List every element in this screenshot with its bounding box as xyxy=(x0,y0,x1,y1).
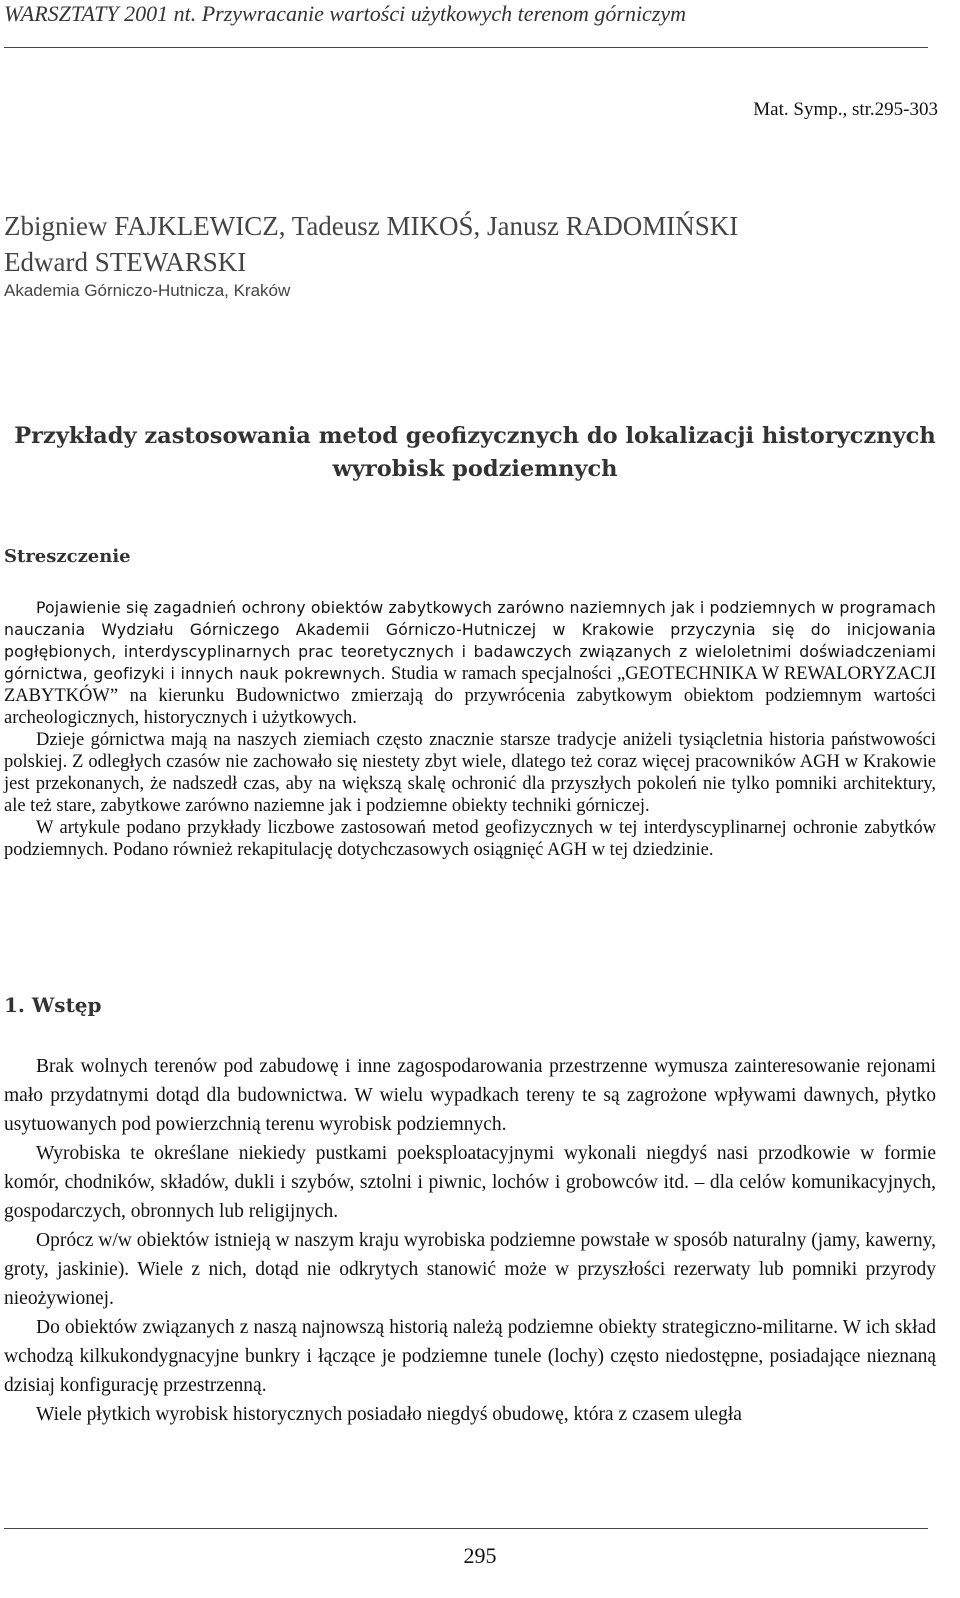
section-heading-intro: 1. Wstęp xyxy=(4,993,102,1017)
body-paragraph: Brak wolnych terenów pod zabudowę i inne zagospodarowania przestrzenne wymusza zainteresowanie rejonami mało przydatnymi dotąd dla budownictwa. W wielu wypadkach tereny te są zagrożone wpływami dawnych, płytko usytuowanych pod powierzchnią terenu wyrobisk podziemnych. xyxy=(4,1056,936,1135)
abstract-paragraph-3: W artykule podano przykłady liczbowe zastosowań metod geofizycznych w tej interdyscyplinarnej ochronie zabytków podziemnych. Podano również rekapitulację dotychczasowych osiągnięć AGH w tej dziedzinie. xyxy=(4,818,936,860)
abstract-paragraph-1-sans: Pojawienie się zagadnień ochrony obiektów zabytkowych zarówno naziemnych jak i podziemnych w programach nauczania Wydziału Górniczego Akademii Górniczo-Hutniczej w Krakowie przyczynia się do inicjowania pogłębionych, interdyscyplinarnych prac teoretycznych i badawczych związanych z wieloletnimi doświadczeniami górnictwa, geofizyki i innych nauk pokrewnych. xyxy=(4,598,936,683)
abstract-heading: Streszczenie xyxy=(4,546,131,567)
section-body-intro xyxy=(4,1052,936,1429)
author-line-1: Zbigniew FAJKLEWICZ, Tadeusz MIKOŚ, Janusz RADOMIŃSKI xyxy=(4,211,739,241)
paper-title: Przykłady zastosowania metod geofizycznych do lokalizacji historycznych wyrobisk podziemnych xyxy=(14,423,936,482)
page-number: 295 xyxy=(463,1543,497,1568)
abstract-paragraph-1 xyxy=(4,597,936,729)
author-line-2: Edward STEWARSKI xyxy=(4,247,247,277)
body-paragraph: Oprócz w/w obiektów istnieją w naszym kraju wyrobiska podziemne powstałe w sposób naturalny (jamy, kawerny, groty, jaskinie). Wiele z nich, dotąd nie odkrytych stanowić może w przyszłości rezerwaty lub pomniki przyrody nieożywionej. xyxy=(4,1230,936,1309)
running-header: WARSZTATY 2001 nt. Przywracanie wartości użytkowych terenom górniczym xyxy=(4,1,687,26)
abstract-body xyxy=(4,597,936,861)
citation: Mat. Symp., str.295-303 xyxy=(753,99,938,120)
header-rule xyxy=(4,47,928,48)
abstract-paragraph-1-serif: Studia w ramach specjalności „GEOTECHNIKA W REWALORYZACJI ZABYTKÓW” na kierunku Budownictwo zmierzają do przywrócenia zabytkowym obiektom podziemnym wartości archeologicznych, historycznych i użytkowych. xyxy=(4,664,936,728)
affiliation: Akademia Górniczo-Hutnicza, Kraków xyxy=(4,281,291,300)
abstract-paragraph-2: Dzieje górnictwa mają na naszych ziemiach często znacznie starsze tradycje aniżeli tysiącletnia historia państwowości polskiej. Z odległych czasów nie zachowało się niestety zbyt wiele, dlatego też coraz więcej pracowników AGH w Krakowie jest przekonanych, że nadszedł czas, aby na większą skalę ochronić dla przyszłych pokoleń nie tylko pomniki architektury, ale też stare, zabytkowe zarówno naziemne jak i podziemne obiekty techniki górniczej. xyxy=(4,730,936,816)
footer-rule xyxy=(4,1528,928,1529)
body-paragraph: Do obiektów związanych z naszą najnowszą historią należą podziemne obiekty strategiczno-militarne. W ich skład wchodzą kilkukondygnacyjne bunkry i łączące je podziemne tunele (lochy) często niedostępne, posiadające nieznaną dzisiaj konfigurację przestrzenną. xyxy=(4,1317,936,1396)
body-paragraph: Wyrobiska te określane niekiedy pustkami poeksploatacyjnymi wykonali niegdyś nasi przodkowie w formie komór, chodników, składów, dukli i szybów, sztolni i piwnic, lochów i grobowców itd. – dla celów komunikacyjnych, gospodarczych, obronnych lub religijnych. xyxy=(4,1143,936,1222)
body-paragraph: Wiele płytkich wyrobisk historycznych posiadało niegdyś obudowę, która z czasem uległa xyxy=(36,1404,742,1425)
author-list xyxy=(4,208,738,280)
